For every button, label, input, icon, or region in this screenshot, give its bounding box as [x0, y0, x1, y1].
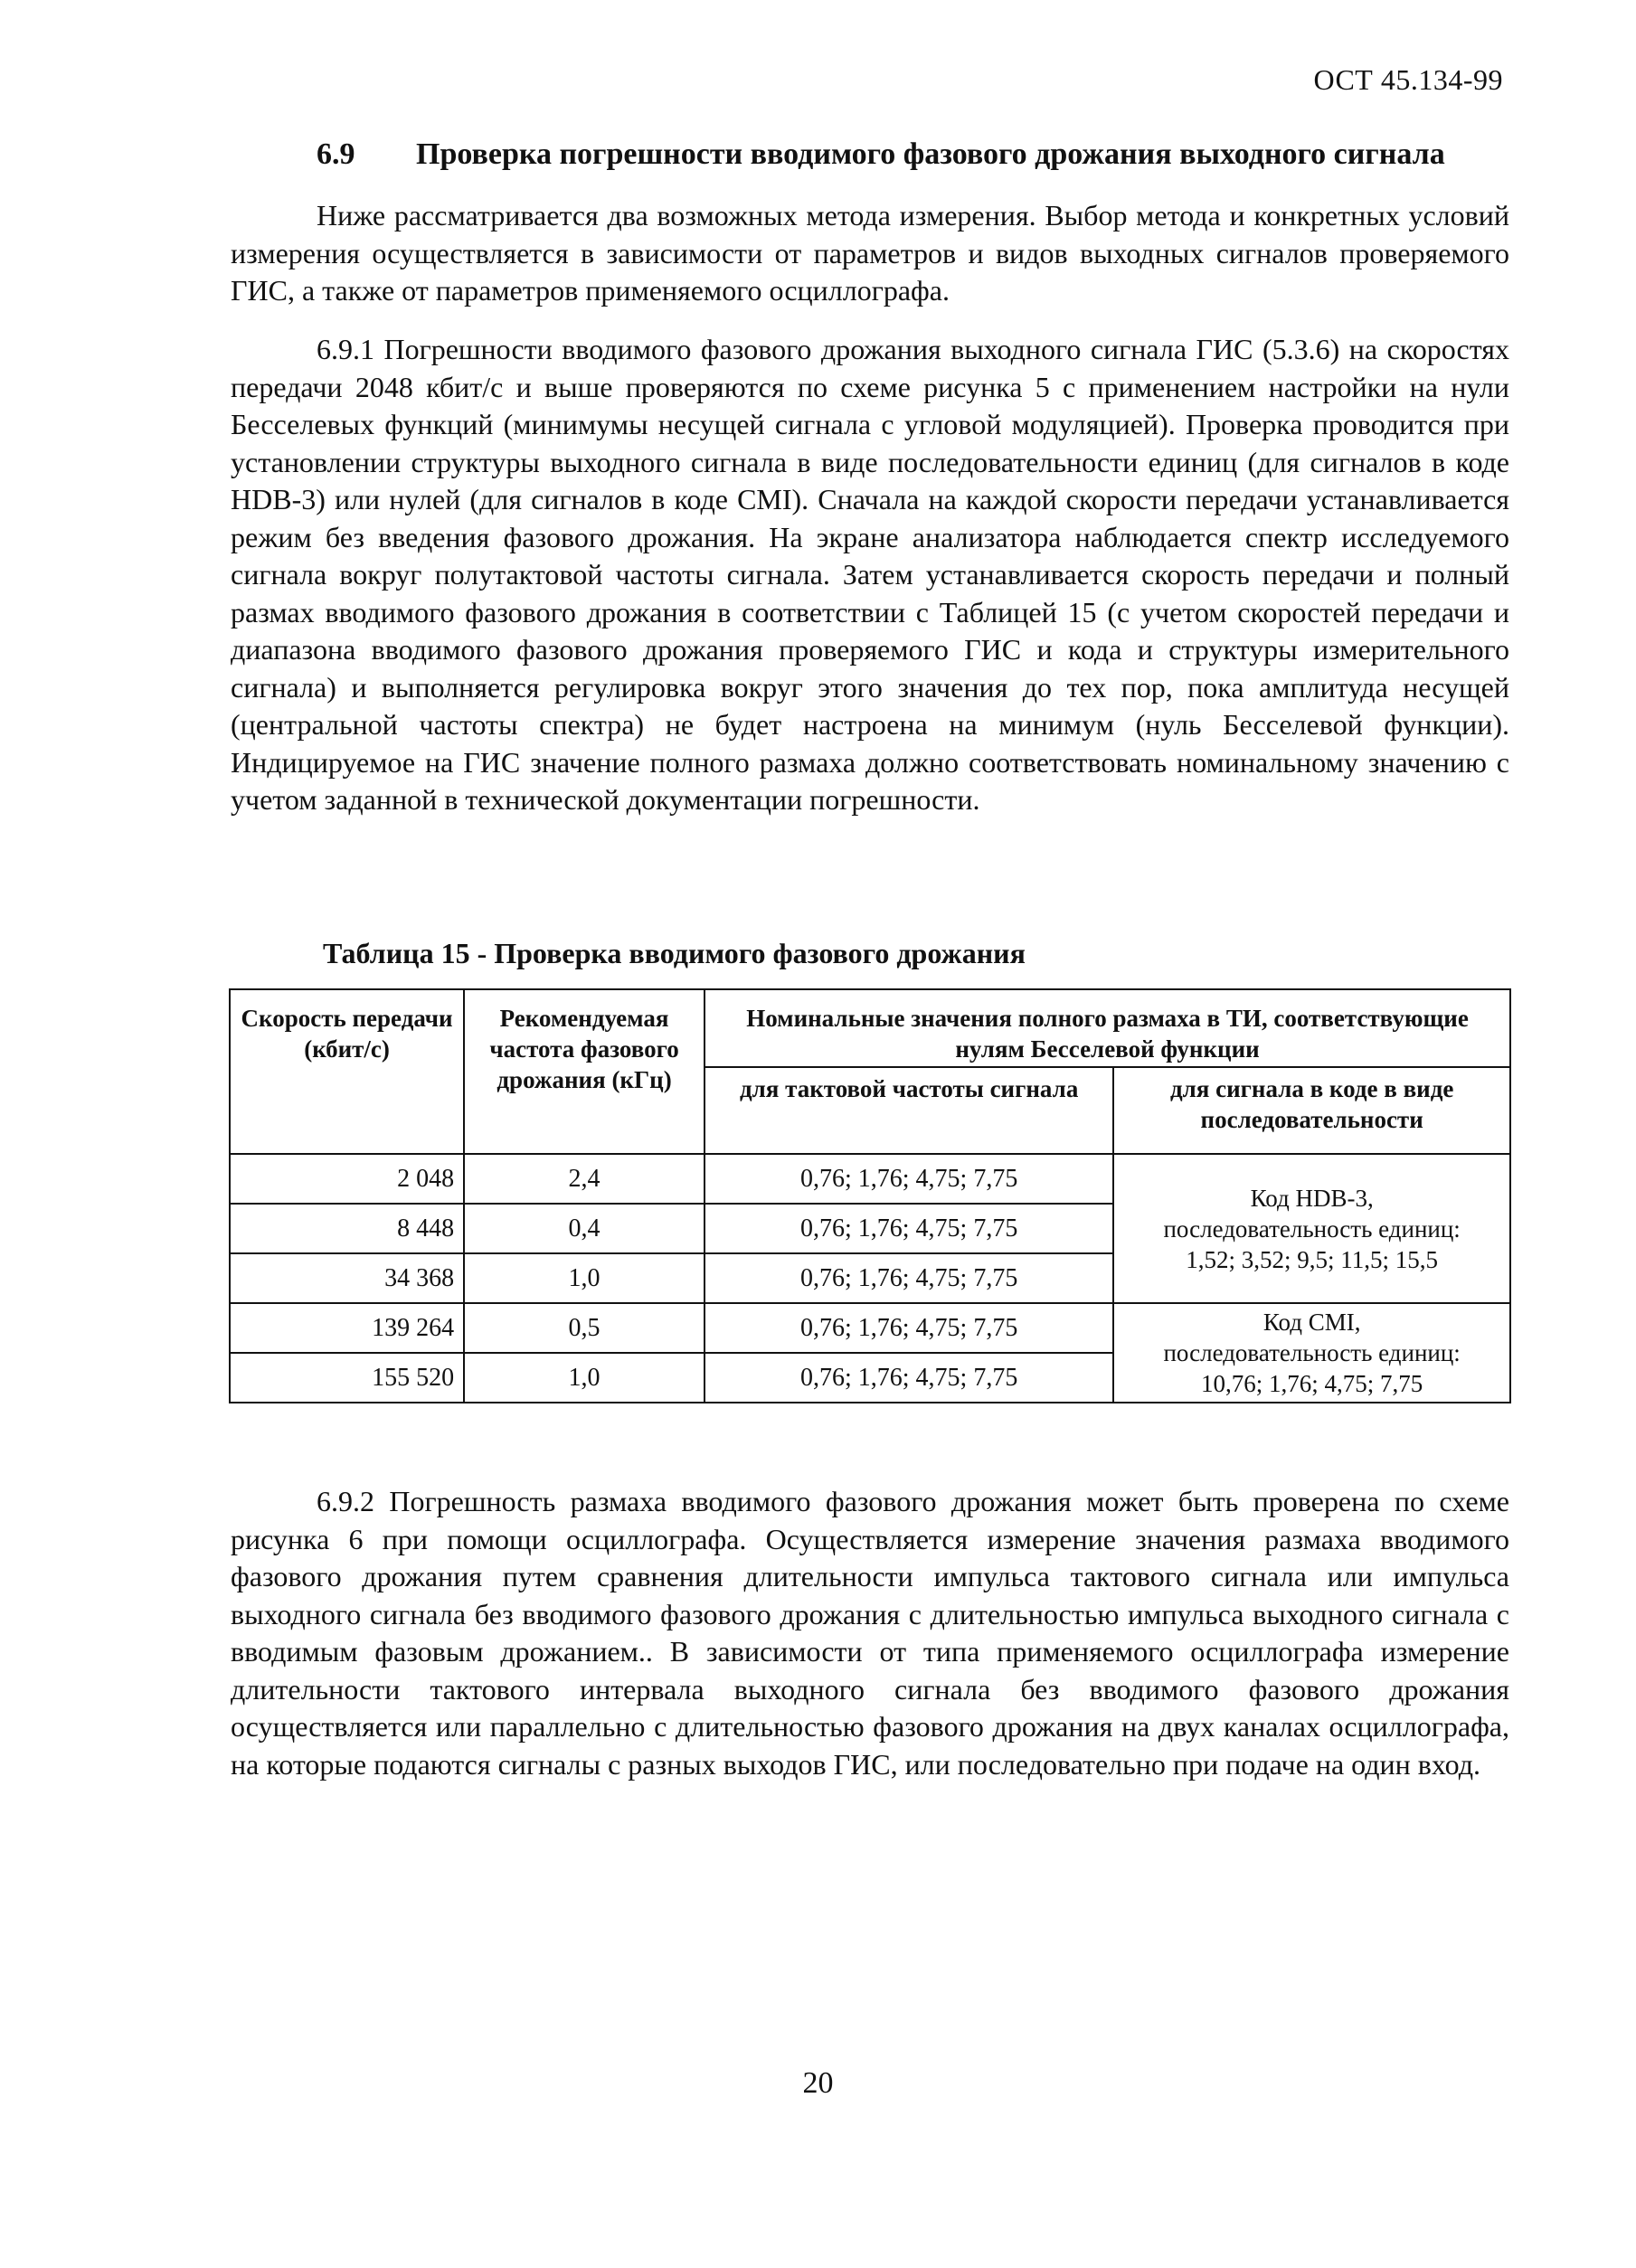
cell-clock-values: 0,76; 1,76; 4,75; 7,75 [705, 1154, 1113, 1204]
cell-frequency: 0,4 [464, 1204, 705, 1253]
cell-hdb3-group [1113, 1154, 1510, 1303]
cell-speed: 139 264 [230, 1303, 464, 1353]
table-row [230, 1154, 1510, 1204]
table-row [230, 1303, 1510, 1353]
cell-clock-values: 0,76; 1,76; 4,75; 7,75 [705, 1353, 1113, 1403]
cell-frequency: 1,0 [464, 1253, 705, 1303]
cell-speed: 155 520 [230, 1353, 464, 1403]
cell-cmi-group [1113, 1303, 1510, 1403]
section-title: Проверка погрешности вводимого фазового дрожания выходного сигнала [416, 137, 1445, 171]
page-number: 20 [802, 2066, 834, 2100]
cell-clock-values: 0,76; 1,76; 4,75; 7,75 [705, 1204, 1113, 1253]
paragraph-6-9-2: 6.9.2 Погрешность размаха вводимого фазового дрожания может быть проверена по схеме рисунка 6 при помощи осциллографа. Осуществляется измерение значения размаха вводимого фазового дрожания путем сравнения длительности импульса тактового сигнала или импульса выходного сигнала без вводимого фазового дрожания с длительностью импульса выходного сигнала с вводимым фазовым дрожанием.. В зависимости от типа применяемого осциллографа измерение длительности тактового интервала выходного сигнала без вводимого фазового дрожания осуществляется или параллельно с длительностью фазового дрожания на двух каналах осциллографа, на которые подаются сигналы с разных выходов ГИС, или последовательно при подаче на один вход. [231, 1485, 1509, 1781]
cell-clock-values: 0,76; 1,76; 4,75; 7,75 [705, 1253, 1113, 1303]
cell-frequency: 2,4 [464, 1154, 705, 1204]
cell-frequency: 1,0 [464, 1353, 705, 1403]
header-frequency: Рекомендуемая частота фазового дрожания (кГц) [464, 989, 705, 1154]
cell-speed: 2 048 [230, 1154, 464, 1204]
header-clock-frequency: для тактовой частоты сигнала [705, 1067, 1113, 1154]
hdb3-values: 1,52; 3,52; 9,5; 11,5; 15,5 [1186, 1245, 1439, 1273]
cmi-values: 10,76; 1,76; 4,75; 7,75 [1201, 1370, 1423, 1397]
cell-clock-values: 0,76; 1,76; 4,75; 7,75 [705, 1303, 1113, 1353]
document-code: ОСТ 45.134-99 [1313, 63, 1503, 96]
section-number: 6.9 [317, 137, 355, 171]
cell-speed: 34 368 [230, 1253, 464, 1303]
paragraph-6-9-1: 6.9.1 Погрешности вводимого фазового дрожания выходного сигнала ГИС (5.3.6) на скоростях передачи 2048 кбит/с и выше проверяются по схеме рисунка 5 с применением настройки на нули Бесселевых функций (минимумы несущей сигнала с угловой модуляцией). Проверка проводится при установлении структуры выходного сигнала в виде последовательности единиц (для сигналов в коде HDB-3) или нулей (для сигналов в коде CMI). Сначала на каждой скорости передачи устанавливается режим без введения фазового дрожания. На экране анализатора наблюдается спектр исследуемого сигнала вокруг полутактовой частоты сигнала. Затем устанавливается скорость передачи и полный размах вводимого фазового дрожания в соответствии с Таблицей 15 (с учетом скоростей передачи и диапазона вводимого фазового дрожания проверяемого ГИС и кода и структуры измерительного сигнала) и выполняется регулировка вокруг этого значения до тех пор, пока амплитуда несущей (центральной частоты спектра) не будет настроена на минимум (нуль Бесселевой функции). Индицируемое на ГИС значение полного размаха должно соответствовать номинальному значению с учетом заданной в технической документации погрешности. [231, 333, 1509, 816]
hdb3-label: последовательность единиц: [1163, 1214, 1461, 1243]
cmi-code: Код CMI, [1262, 1309, 1361, 1336]
header-speed: Скорость передачи (кбит/с) [230, 989, 464, 1154]
hdb3-code: Код HDB-3, [1250, 1184, 1374, 1212]
table-caption: Таблица 15 - Проверка вводимого фазового дрожания [323, 937, 1026, 969]
cell-speed: 8 448 [230, 1204, 464, 1253]
intro-paragraph: Ниже рассматривается два возможных метода измерения. Выбор метода и конкретных условий измерения осуществляется в зависимости от параметров и видов выходных сигналов проверяемого ГИС, а также от параметров применяемого осциллографа. [231, 199, 1509, 307]
cell-frequency: 0,5 [464, 1303, 705, 1353]
header-nominal-values: Номинальные значения полного размаха в ТИ, соответствующие нулям Бесселевой функции [705, 989, 1510, 1067]
section-heading [317, 137, 1509, 172]
cmi-label: последовательность единиц: [1163, 1339, 1461, 1366]
jitter-check-table [229, 988, 1511, 1403]
header-code-sequence: для сигнала в коде в виде последовательности [1113, 1067, 1510, 1154]
